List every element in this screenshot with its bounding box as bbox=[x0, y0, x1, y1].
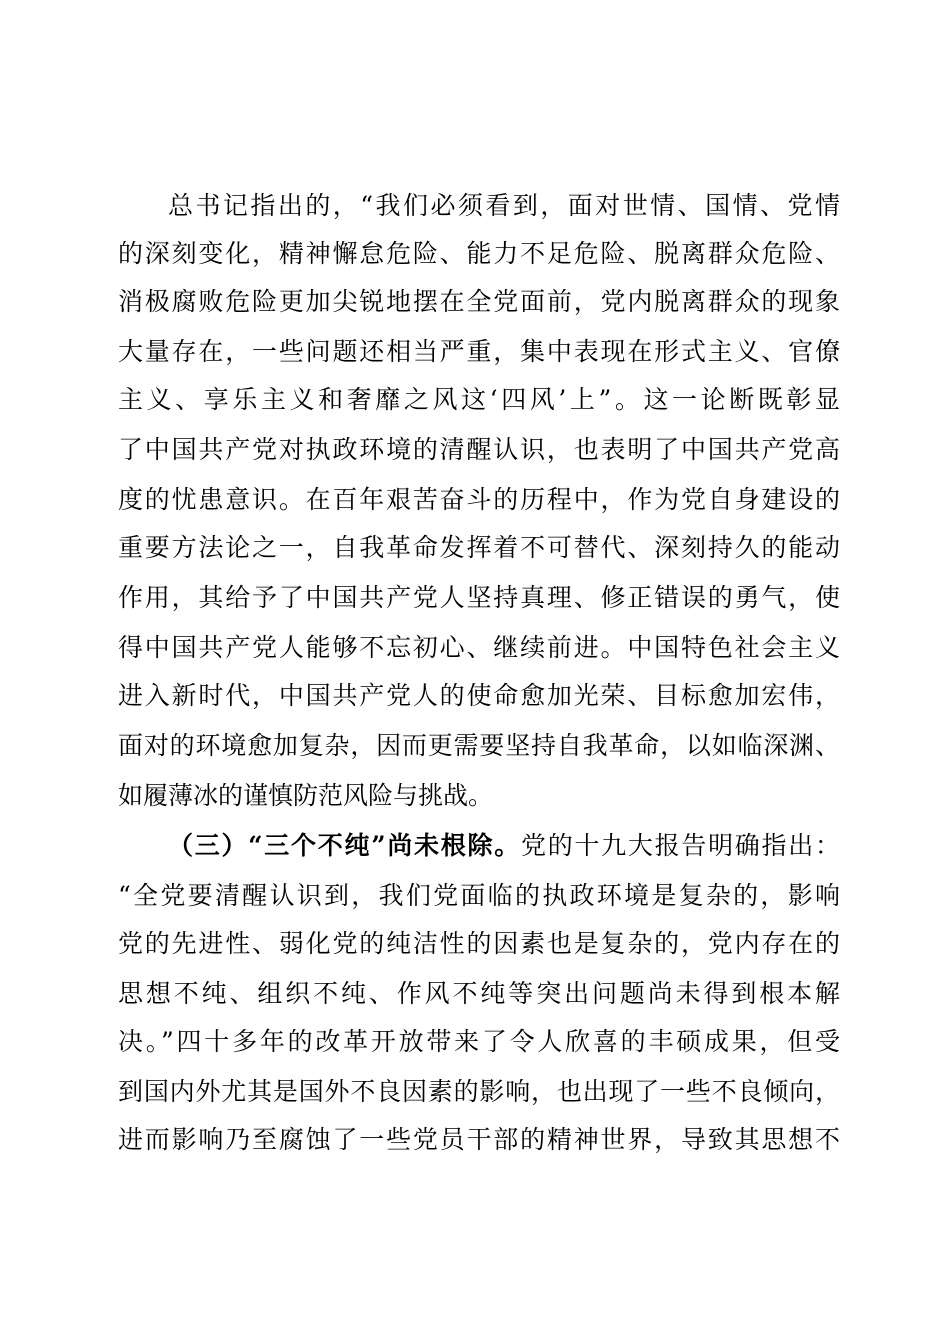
paragraph-line: 消极腐败危险更加尖锐地摆在全党面前，党内脱离群众的现象 bbox=[118, 287, 840, 316]
paragraph-line: 面对的环境愈加复杂，因而更需要坚持自我革命，以如临深渊、 bbox=[118, 731, 840, 760]
paragraph-line: 的深刻变化，精神懈怠危险、能力不足危险、脱离群众危险、 bbox=[118, 239, 840, 268]
paragraph-line: 大量存在，一些问题还相当严重，集中表现在形式主义、官僚 bbox=[118, 337, 840, 366]
section-heading: （三）“三个不纯”尚未根除。 bbox=[168, 831, 521, 860]
paragraph-line: 进而影响乃至腐蚀了一些党员干部的精神世界，导致其思想不 bbox=[118, 1125, 840, 1154]
paragraph-line: 了中国共产党对执政环境的清醒认识，也表明了中国共产党高 bbox=[118, 435, 840, 464]
paragraph-line: 作用，其给予了中国共产党人坚持真理、修正错误的勇气，使 bbox=[118, 583, 840, 612]
paragraph-line: 得中国共产党人能够不忘初心、继续前进。中国特色社会主义 bbox=[118, 633, 840, 662]
paragraph-line: 进入新时代，中国共产党人的使命愈加光荣、目标愈加宏伟， bbox=[118, 681, 840, 710]
paragraph-line: 如履薄冰的谨慎防范风险与挑战。 bbox=[118, 781, 494, 810]
paragraph-line: “全党要清醒认识到，我们党面临的执政环境是复杂的，影响 bbox=[118, 881, 840, 910]
paragraph-line: 决。”四十多年的改革开放带来了令人欣喜的丰硕成果，但受 bbox=[118, 1027, 840, 1056]
paragraph-line: 党的先进性、弱化党的纯洁性的因素也是复杂的，党内存在的 bbox=[118, 929, 840, 958]
paragraph-line: 主义、享乐主义和奢靡之风这‘四风’上”。这一论断既彰显 bbox=[118, 385, 840, 414]
section-heading-line bbox=[168, 824, 840, 868]
paragraph-line: 思想不纯、组织不纯、作风不纯等突出问题尚未得到根本解 bbox=[118, 979, 840, 1008]
paragraph-line: 到国内外尤其是国外不良因素的影响，也出现了一些不良倾向， bbox=[118, 1077, 840, 1106]
paragraph-line: 度的忧患意识。在百年艰苦奋斗的历程中，作为党自身建设的 bbox=[118, 485, 840, 514]
paragraph-line: 重要方法论之一，自我革命发挥着不可替代、深刻持久的能动 bbox=[118, 533, 840, 562]
section-heading-rest: 党的十九大报告明确指出： bbox=[520, 831, 840, 860]
paragraph-line: 总书记指出的，“我们必须看到，面对世情、国情、党情 bbox=[168, 191, 840, 220]
